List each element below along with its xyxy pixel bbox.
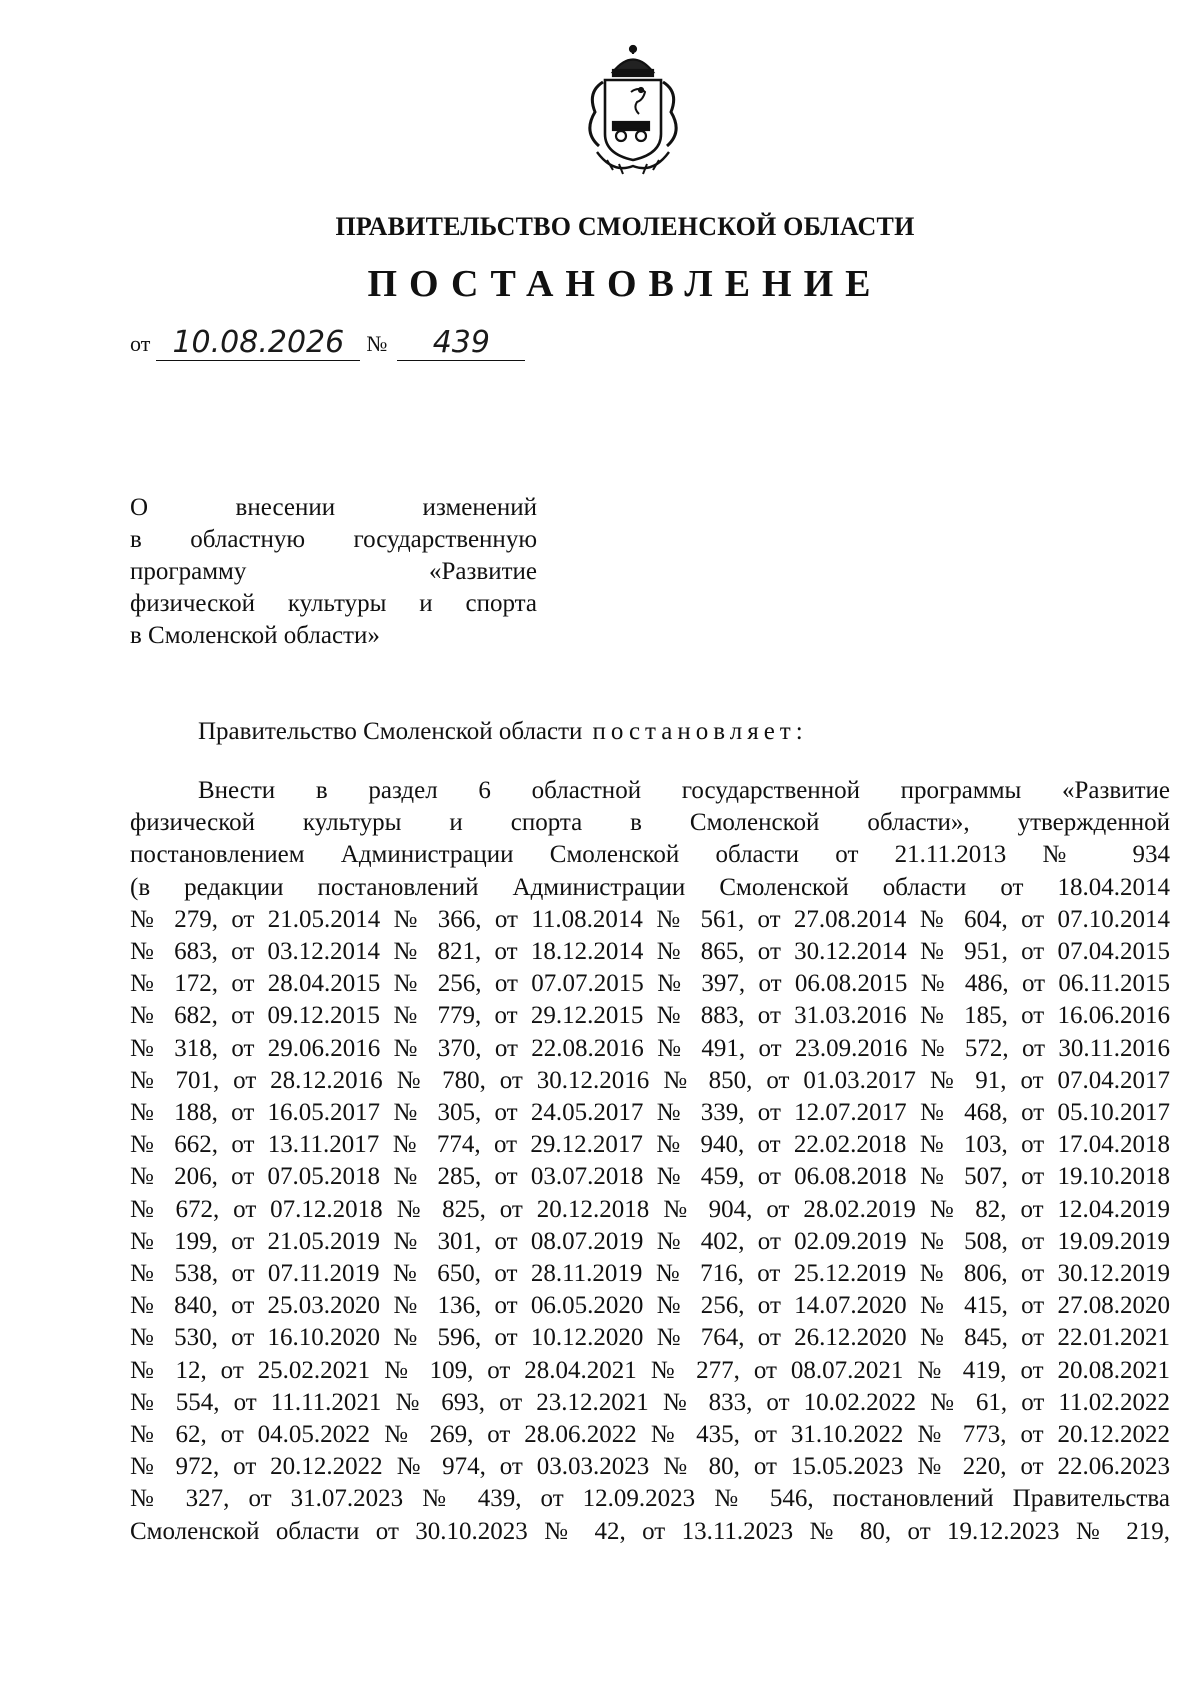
body-line: № 188, от 16.05.2017 № 305, от 24.05.2017 № 339, от 12.07.2017 № 468, от 05.10.2017: [130, 1099, 1170, 1127]
document-subject: [130, 492, 537, 652]
body-line: № 199, от 21.05.2019 № 301, от 08.07.2019 № 402, от 02.09.2019 № 508, от 19.09.2019: [130, 1227, 1170, 1255]
body-line: физической культуры и спорта в Смоленской области», утвержденной: [130, 809, 1170, 837]
date-number-line: [130, 326, 525, 361]
body-line: № 662, от 13.11.2017 № 774, от 29.12.2017 № 940, от 22.02.2018 № 103, от 17.04.2018: [130, 1131, 1170, 1159]
subject-line: в областную государственную: [130, 526, 537, 553]
date-label: от: [130, 331, 151, 356]
document-body: [130, 775, 1170, 1548]
body-line: № 554, от 11.11.2021 № 693, от 23.12.2021 № 833, от 10.02.2022 № 61, от 11.02.2022: [130, 1388, 1170, 1416]
decree-prefix: Правительство Смоленской области: [198, 718, 583, 745]
decree-verb: постановляет:: [592, 718, 808, 745]
subject-line: физической культуры и спорта: [130, 590, 537, 617]
decree-statement: [198, 718, 808, 746]
organization-title: ПРАВИТЕЛЬСТВО СМОЛЕНСКОЙ ОБЛАСТИ: [335, 212, 915, 241]
body-line: № 206, от 07.05.2018 № 285, от 03.07.2018 № 459, от 06.08.2018 № 507, от 19.10.2018: [130, 1163, 1170, 1191]
body-line: (в редакции постановлений Администрации Смоленской области от 18.04.2014: [130, 873, 1170, 901]
body-line: постановлением Администрации Смоленской области от 21.11.2013 № 934: [130, 841, 1170, 869]
document-type-title: ПОСТАНОВЛЕНИЕ: [367, 263, 883, 305]
body-line: Смоленской области от 30.10.2023 № 42, от 13.11.2023 № 80, от 19.12.2023 № 219,: [130, 1517, 1170, 1545]
number-label: №: [366, 331, 388, 356]
coat-of-arms-emblem: [573, 42, 693, 182]
number-value-handwritten: 439: [397, 326, 525, 361]
date-value-handwritten: 10.08.2026: [156, 326, 360, 361]
subject-line: О внесении изменений: [130, 494, 537, 521]
body-line: № 172, от 28.04.2015 № 256, от 07.07.2015 № 397, от 06.08.2015 № 486, от 06.11.2015: [130, 970, 1170, 998]
body-line: Внести в раздел 6 областной государственной программы «Развитие: [198, 777, 1170, 804]
body-line: № 279, от 21.05.2014 № 366, от 11.08.2014 № 561, от 27.08.2014 № 604, от 07.10.2014: [130, 905, 1170, 933]
body-line: № 972, от 20.12.2022 № 974, от 03.03.2023 № 80, от 15.05.2023 № 220, от 22.06.2023: [130, 1453, 1170, 1481]
subject-line: в Смоленской области»: [130, 622, 380, 649]
body-line: № 683, от 03.12.2014 № 821, от 18.12.2014 № 865, от 30.12.2014 № 951, от 07.04.2015: [130, 938, 1170, 966]
body-line: № 672, от 07.12.2018 № 825, от 20.12.2018 № 904, от 28.02.2019 № 82, от 12.04.2019: [130, 1195, 1170, 1223]
body-line: № 318, от 29.06.2016 № 370, от 22.08.2016 № 491, от 23.09.2016 № 572, от 30.11.2016: [130, 1034, 1170, 1062]
subject-line: программу «Развитие: [130, 558, 537, 585]
body-line: № 701, от 28.12.2016 № 780, от 30.12.2016 № 850, от 01.03.2017 № 91, от 07.04.2017: [130, 1066, 1170, 1094]
body-line: № 682, от 09.12.2015 № 779, от 29.12.2015 № 883, от 31.03.2016 № 185, от 16.06.2016: [130, 1002, 1170, 1030]
body-line: № 530, от 16.10.2020 № 596, от 10.12.2020 № 764, от 26.12.2020 № 845, от 22.01.2021: [130, 1324, 1170, 1352]
body-line: № 538, от 07.11.2019 № 650, от 28.11.2019 № 716, от 25.12.2019 № 806, от 30.12.2019: [130, 1260, 1170, 1288]
body-line: № 840, от 25.03.2020 № 136, от 06.05.2020 № 256, от 14.07.2020 № 415, от 27.08.2020: [130, 1292, 1170, 1320]
body-line: № 12, от 25.02.2021 № 109, от 28.04.2021 № 277, от 08.07.2021 № 419, от 20.08.2021: [130, 1356, 1170, 1384]
body-line: № 62, от 04.05.2022 № 269, от 28.06.2022 № 435, от 31.10.2022 № 773, от 20.12.2022: [130, 1421, 1170, 1449]
body-line: № 327, от 31.07.2023 № 439, от 12.09.2023 № 546, постановлений Правительства: [130, 1485, 1170, 1513]
